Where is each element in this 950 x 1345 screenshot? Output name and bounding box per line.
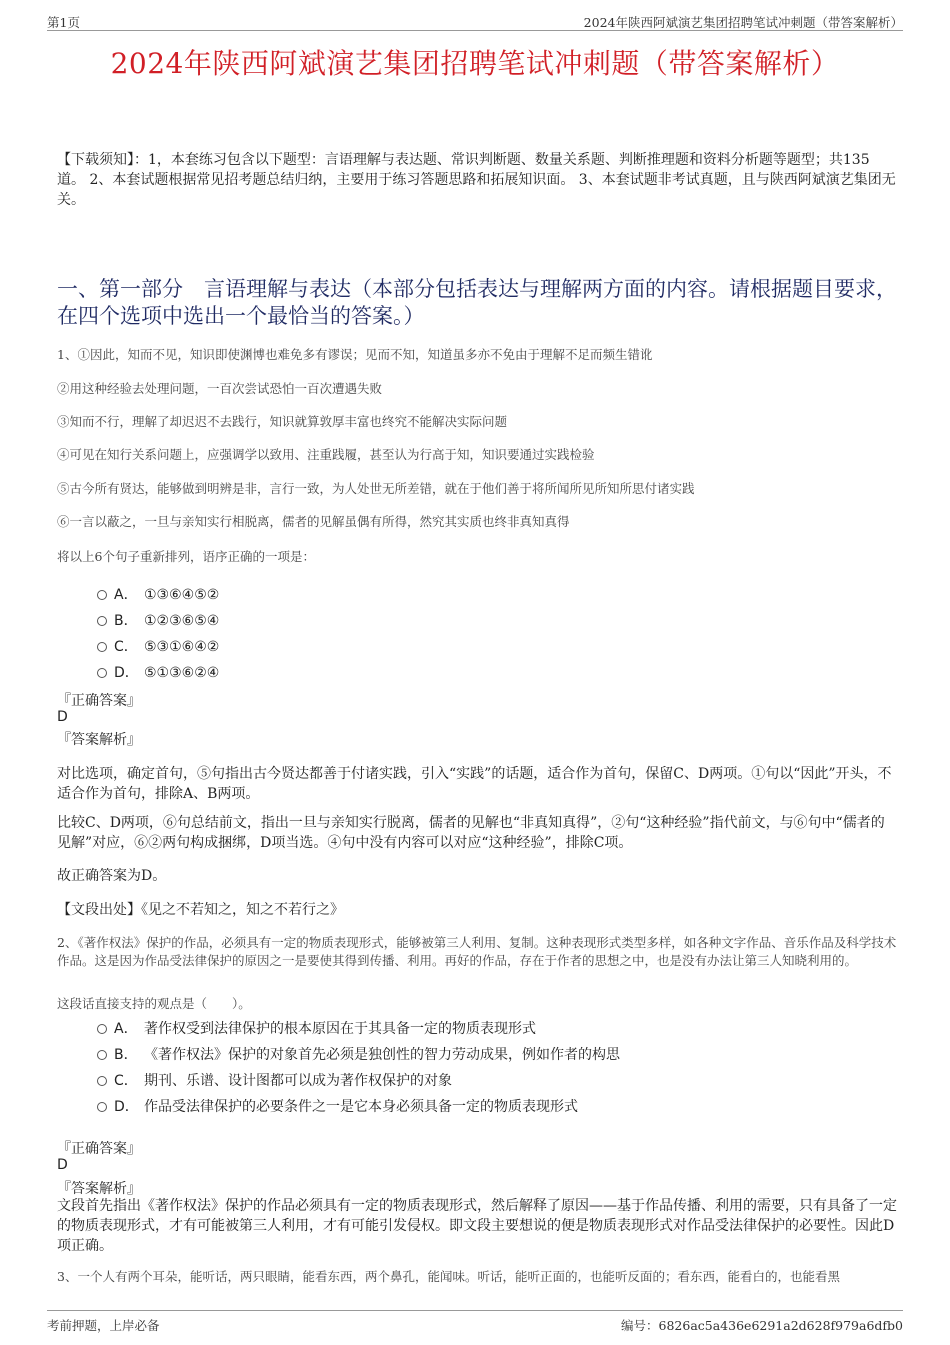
q2-option-d[interactable]: D． 作品受法律保护的必要条件之一是它本身必须具备一定的物质表现形式: [97, 1096, 578, 1116]
q1-answer: D: [57, 709, 68, 725]
footer-id: 编号：6826ac5a436e6291a2d628f979a6dfb0: [621, 1318, 903, 1333]
q2-text: 2、《著作权法》保护的作品，必须具有一定的物质表现形式，能够被第三人利用、复制。这种表现形式类型多样，如各种文字作品、音乐作品及科学技术作品。这是因为作品受法律保护的原因之一是要使其得到传播、利用。再好的作品，存在于作者的思想之中，也是没有办法让第三人知晓利用的。: [57, 935, 897, 968]
q2-answer: D: [57, 1157, 68, 1173]
q2-analysis: 文段首先指出《著作权法》保护的作品必须具有一定的物质表现形式，然后解释了原因——基于作品传播、利用的需要，只有具备了一定的物质表现形式，才有可能被第三人利用，才有可能引发侵权。即文段主要想说的便是物质表现形式对作品受法律保护的必要性。因此D项正确。: [57, 1198, 897, 1254]
radio-icon[interactable]: [97, 1050, 107, 1060]
q1-analysis-2: 比较C、D两项，⑥句总结前文，指出一旦与亲知实行脱离，儒者的见解也“非真知真得”，②句“这种经验”指代前文，与⑥句中“儒者的见解”对应，⑥②两句构成捆绑，D项当选。④句中没有内容可以对应“这种经验”，排除C项。: [57, 815, 885, 851]
q1-sentence-1: 1、①因此，知而不见，知识即使渊博也难免多有谬误；见而不知，知道虽多亦不免由于理解不足而频生错讹: [57, 347, 653, 362]
q2-answer-label: 『正确答案』: [57, 1141, 141, 1157]
q1-prompt: 将以上6个句子重新排列，语序正确的一项是：: [57, 549, 315, 564]
q2-option-c[interactable]: C． 期刊、乐谱、设计图都可以成为著作权保护的对象: [97, 1070, 452, 1090]
q1-option-c[interactable]: C． ⑤③①⑥④②: [97, 636, 219, 656]
q2-analysis-label: 『答案解析』: [57, 1181, 141, 1197]
radio-icon[interactable]: [97, 590, 107, 600]
q3-text: 3、一个人有两个耳朵，能听话，两只眼睛，能看东西，两个鼻孔，能闻味。听话，能听正面的，也能听反面的；看东西，能看白的，也能看黑: [57, 1269, 840, 1284]
q2-option-a[interactable]: A． 著作权受到法律保护的根本原因在于其具备一定的物质表现形式: [97, 1018, 536, 1038]
q1-sentence-3: ③知而不行，理解了却迟迟不去践行，知识就算敦厚丰富也终究不能解决实际问题: [57, 414, 508, 429]
page-number: 第1页: [47, 15, 80, 30]
q1-answer-label: 『正确答案』: [57, 693, 141, 709]
q2-prompt: 这段话直接支持的观点是（ ）。: [57, 996, 251, 1011]
page-footer: [47, 1310, 903, 1335]
footer-slogan: 考前押题，上岸必备: [47, 1318, 160, 1333]
radio-icon[interactable]: [97, 616, 107, 626]
section-heading: 一、第一部分 言语理解与表达（本部分包括表达与理解两方面的内容。请根据题目要求，在四个选项中选出一个最恰当的答案。）: [57, 277, 897, 328]
download-notice: 【下载须知】：1，本套练习包含以下题型：言语理解与表达题、常识判断题、数量关系题、判断推理题和资料分析题等题型；共135道。 2、本套试题根据常见招考题总结归纳，主要用于练习答题思路和拓展知识面。 3、本套试题非考试真题，且与陕西阿斌演艺集团无关。: [57, 152, 896, 208]
q1-analysis-1: 对比选项，确定首句，⑤句指出古今贤达都善于付诸实践，引入“实践”的话题，适合作为首句，保留C、D两项。①句以“因此”开头，不适合作为首句，排除A、B两项。: [57, 766, 892, 802]
radio-icon[interactable]: [97, 642, 107, 652]
q1-sentence-2: ②用这种经验去处理问题，一百次尝试恐怕一百次遭遇失败: [57, 381, 383, 396]
radio-icon[interactable]: [97, 1102, 107, 1112]
q1-sentence-4: ④可见在知行关系问题上，应强调学以致用、注重践履，甚至认为行高于知，知识要通过实践检验: [57, 447, 595, 462]
radio-icon[interactable]: [97, 1076, 107, 1086]
q1-sentence-5: ⑤古今所有贤达，能够做到明辨是非，言行一致，为人处世无所差错，就在于他们善于将所闻所见所知所思付诸实践: [57, 481, 695, 496]
q1-option-a[interactable]: A． ①③⑥④⑤②: [97, 584, 219, 604]
q2-option-b[interactable]: B． 《著作权法》保护的对象首先必须是独创性的智力劳动成果，例如作者的构思: [97, 1044, 620, 1064]
q1-option-b[interactable]: B． ①②③⑥⑤④: [97, 610, 219, 630]
q1-analysis-label: 『答案解析』: [57, 732, 141, 748]
radio-icon[interactable]: [97, 668, 107, 678]
document-title: 2024年陕西阿斌演艺集团招聘笔试冲刺题（带答案解析）: [110, 47, 840, 80]
q1-analysis-3: 故正确答案为D。: [57, 868, 167, 884]
q1-source: 【文段出处】《见之不若知之，知之不若行之》: [57, 902, 344, 918]
q1-option-d[interactable]: D． ⑤①③⑥②④: [97, 662, 219, 682]
q1-sentence-6: ⑥一言以蔽之，一旦与亲知实行相脱离，儒者的见解虽偶有所得，然究其实质也终非真知真得: [57, 514, 570, 529]
radio-icon[interactable]: [97, 1024, 107, 1034]
header-doc-title: 2024年陕西阿斌演艺集团招聘笔试冲刺题（带答案解析）: [583, 15, 903, 30]
page-header: [47, 10, 903, 31]
